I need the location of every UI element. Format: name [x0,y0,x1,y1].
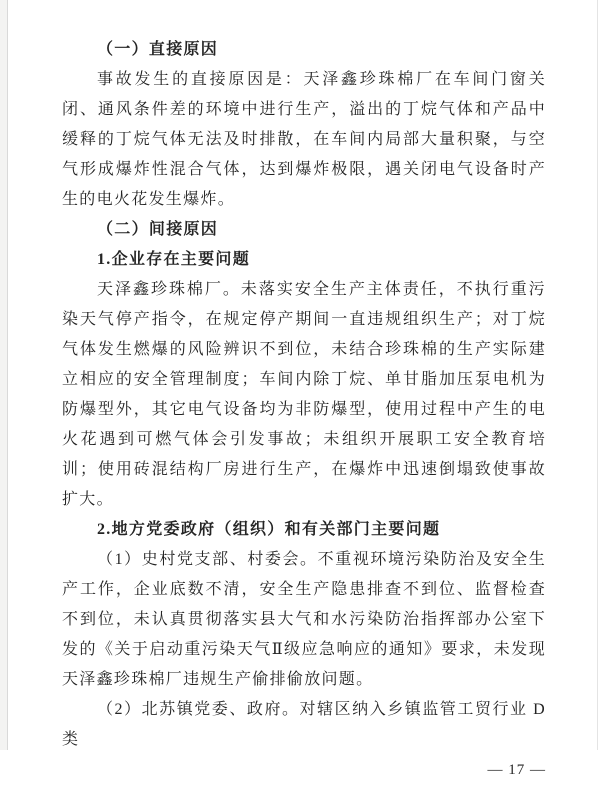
paragraph-shicun-village: （1）史村党支部、村委会。不重视环境污染防治及安全生产工作，企业底数不清，安全生产隐患排查不到位、监督检查不到位，未认真贯彻落实县大气和水污染防治指挥部办公室下发的《关于启动重污染天气Ⅱ级应急响应的通知》要求，未发现天泽鑫珍珠棉厂违规生产偷排偷放问题。 [62,551,546,688]
document-content [62,35,546,785]
paragraph-beisu-town: （2）北苏镇党委、政府。对辖区纳入乡镇监管工贸行业 D 类 [62,701,546,748]
scan-left-edge [0,0,8,750]
paragraph-direct-cause: 事故发生的直接原因是：天泽鑫珍珠棉厂在车间门窗关闭、通风条件差的环境中进行生产，溢出的丁烷气体和产品中缓释的丁烷气体无法及时排散，在车间内局部大量积聚，与空气形成爆炸性混合气体，达到爆炸极限，遇关闭电气设备时产生的电火花发生爆炸。 [62,71,546,208]
paragraph-enterprise-problems: 天泽鑫珍珠棉厂。未落实安全生产主体责任，不执行重污染天气停产指令，在规定停产期间一直违规组织生产；对丁烷气体发生燃爆的风险辨识不到位，未结合珍珠棉的生产实际建立相应的安全管理制度；车间内除丁烷、单甘脂加压泵电机为防爆型外，其它电气设备均为非防爆型，使用过程中产生的电火花遇到可燃气体会引发事故；未组织开展职工安全教育培训；使用砖混结构厂房进行生产，在爆炸中迅速倒塌致使事故扩大。 [62,281,546,508]
heading-indirect-cause: （二）间接原因 [97,221,219,238]
heading-direct-cause: （一）直接原因 [97,41,219,58]
heading-government-problems: 2.地方党委政府（组织）和有关部门主要问题 [97,521,441,538]
scan-right-edge-line [597,0,598,750]
heading-enterprise-problems: 1.企业存在主要问题 [97,251,251,268]
page-number: — 17 — [487,762,546,778]
